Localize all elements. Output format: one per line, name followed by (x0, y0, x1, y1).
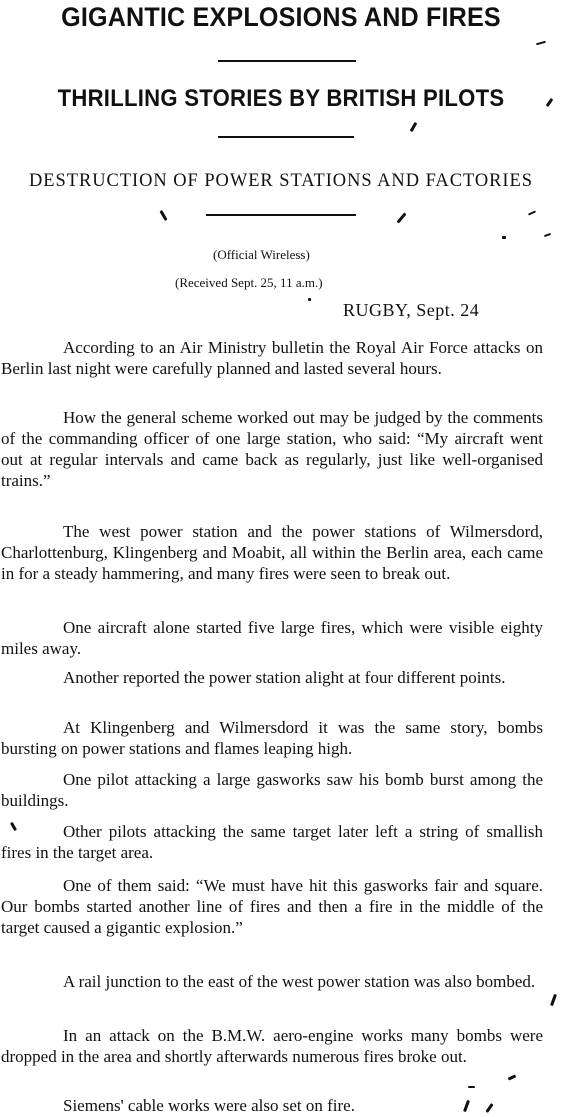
article-paragraph: The west power station and the power stations of Wilmersdord, Charlottenburg, Klingenberg and Moabit, all within the Berlin area, each came in for a steady hammering, and many fires were seen to break out. (1, 522, 543, 583)
source-line: (Official Wireless) (213, 247, 310, 262)
print-speck (508, 1074, 517, 1080)
article-paragraph: One aircraft alone started five large fires, which were visible eighty miles away. (1, 618, 543, 658)
print-speck (308, 298, 311, 301)
deck-headline: DESTRUCTION OF POWER STATIONS AND FACTORIES (29, 170, 533, 191)
print-speck (396, 212, 406, 223)
print-speck (159, 210, 167, 221)
received-line: (Received Sept. 25, 11 a.m.) (175, 275, 323, 290)
print-speck (468, 1086, 475, 1088)
print-speck (528, 210, 536, 215)
article-paragraph: Siemens' cable works were also set on fire. (63, 1096, 355, 1115)
print-speck (546, 98, 554, 107)
print-speck (536, 41, 546, 46)
article-paragraph: At Klingenberg and Wilmersdord it was the same story, bombs bursting on power stations and flames leaping high. (1, 718, 543, 758)
divider-rule (218, 136, 354, 138)
article-paragraph: How the general scheme worked out may be judged by the comments of the commanding officer of one large station, who said: “My aircraft went out at regular intervals and came back as regularly, just like well-organised trains.” (1, 408, 543, 490)
article-paragraph: Another reported the power station alight at four different points. (63, 668, 506, 687)
article-paragraph: Other pilots attacking the same target later left a string of smallish fires in the target area. (1, 822, 543, 862)
print-speck (550, 994, 557, 1006)
article-paragraph: A rail junction to the east of the west power station was also bombed. (63, 972, 536, 991)
article-paragraph: One pilot attacking a large gasworks saw his bomb burst among the buildings. (1, 770, 543, 810)
article-paragraph: One of them said: “We must have hit this gasworks fair and square. Our bombs started another line of fires and then a fire in the middle of the target caused a gigantic explosion.” (1, 876, 543, 937)
print-speck (410, 122, 418, 132)
divider-rule (206, 214, 356, 216)
dateline: RUGBY, Sept. 24 (343, 300, 480, 320)
article-paragraph: In an attack on the B.M.W. aero-engine works many bombs were dropped in the area and shortly afterwards numerous fires broke out. (1, 1026, 543, 1066)
print-speck (502, 236, 506, 239)
article-paragraph: According to an Air Ministry bulletin the Royal Air Force attacks on Berlin last night were carefully planned and lasted several hours. (1, 338, 543, 378)
headline: GIGANTIC EXPLOSIONS AND FIRES (61, 2, 501, 32)
print-speck (544, 233, 551, 237)
divider-rule (218, 60, 356, 62)
subheadline: THRILLING STORIES BY BRITISH PILOTS (57, 85, 505, 112)
